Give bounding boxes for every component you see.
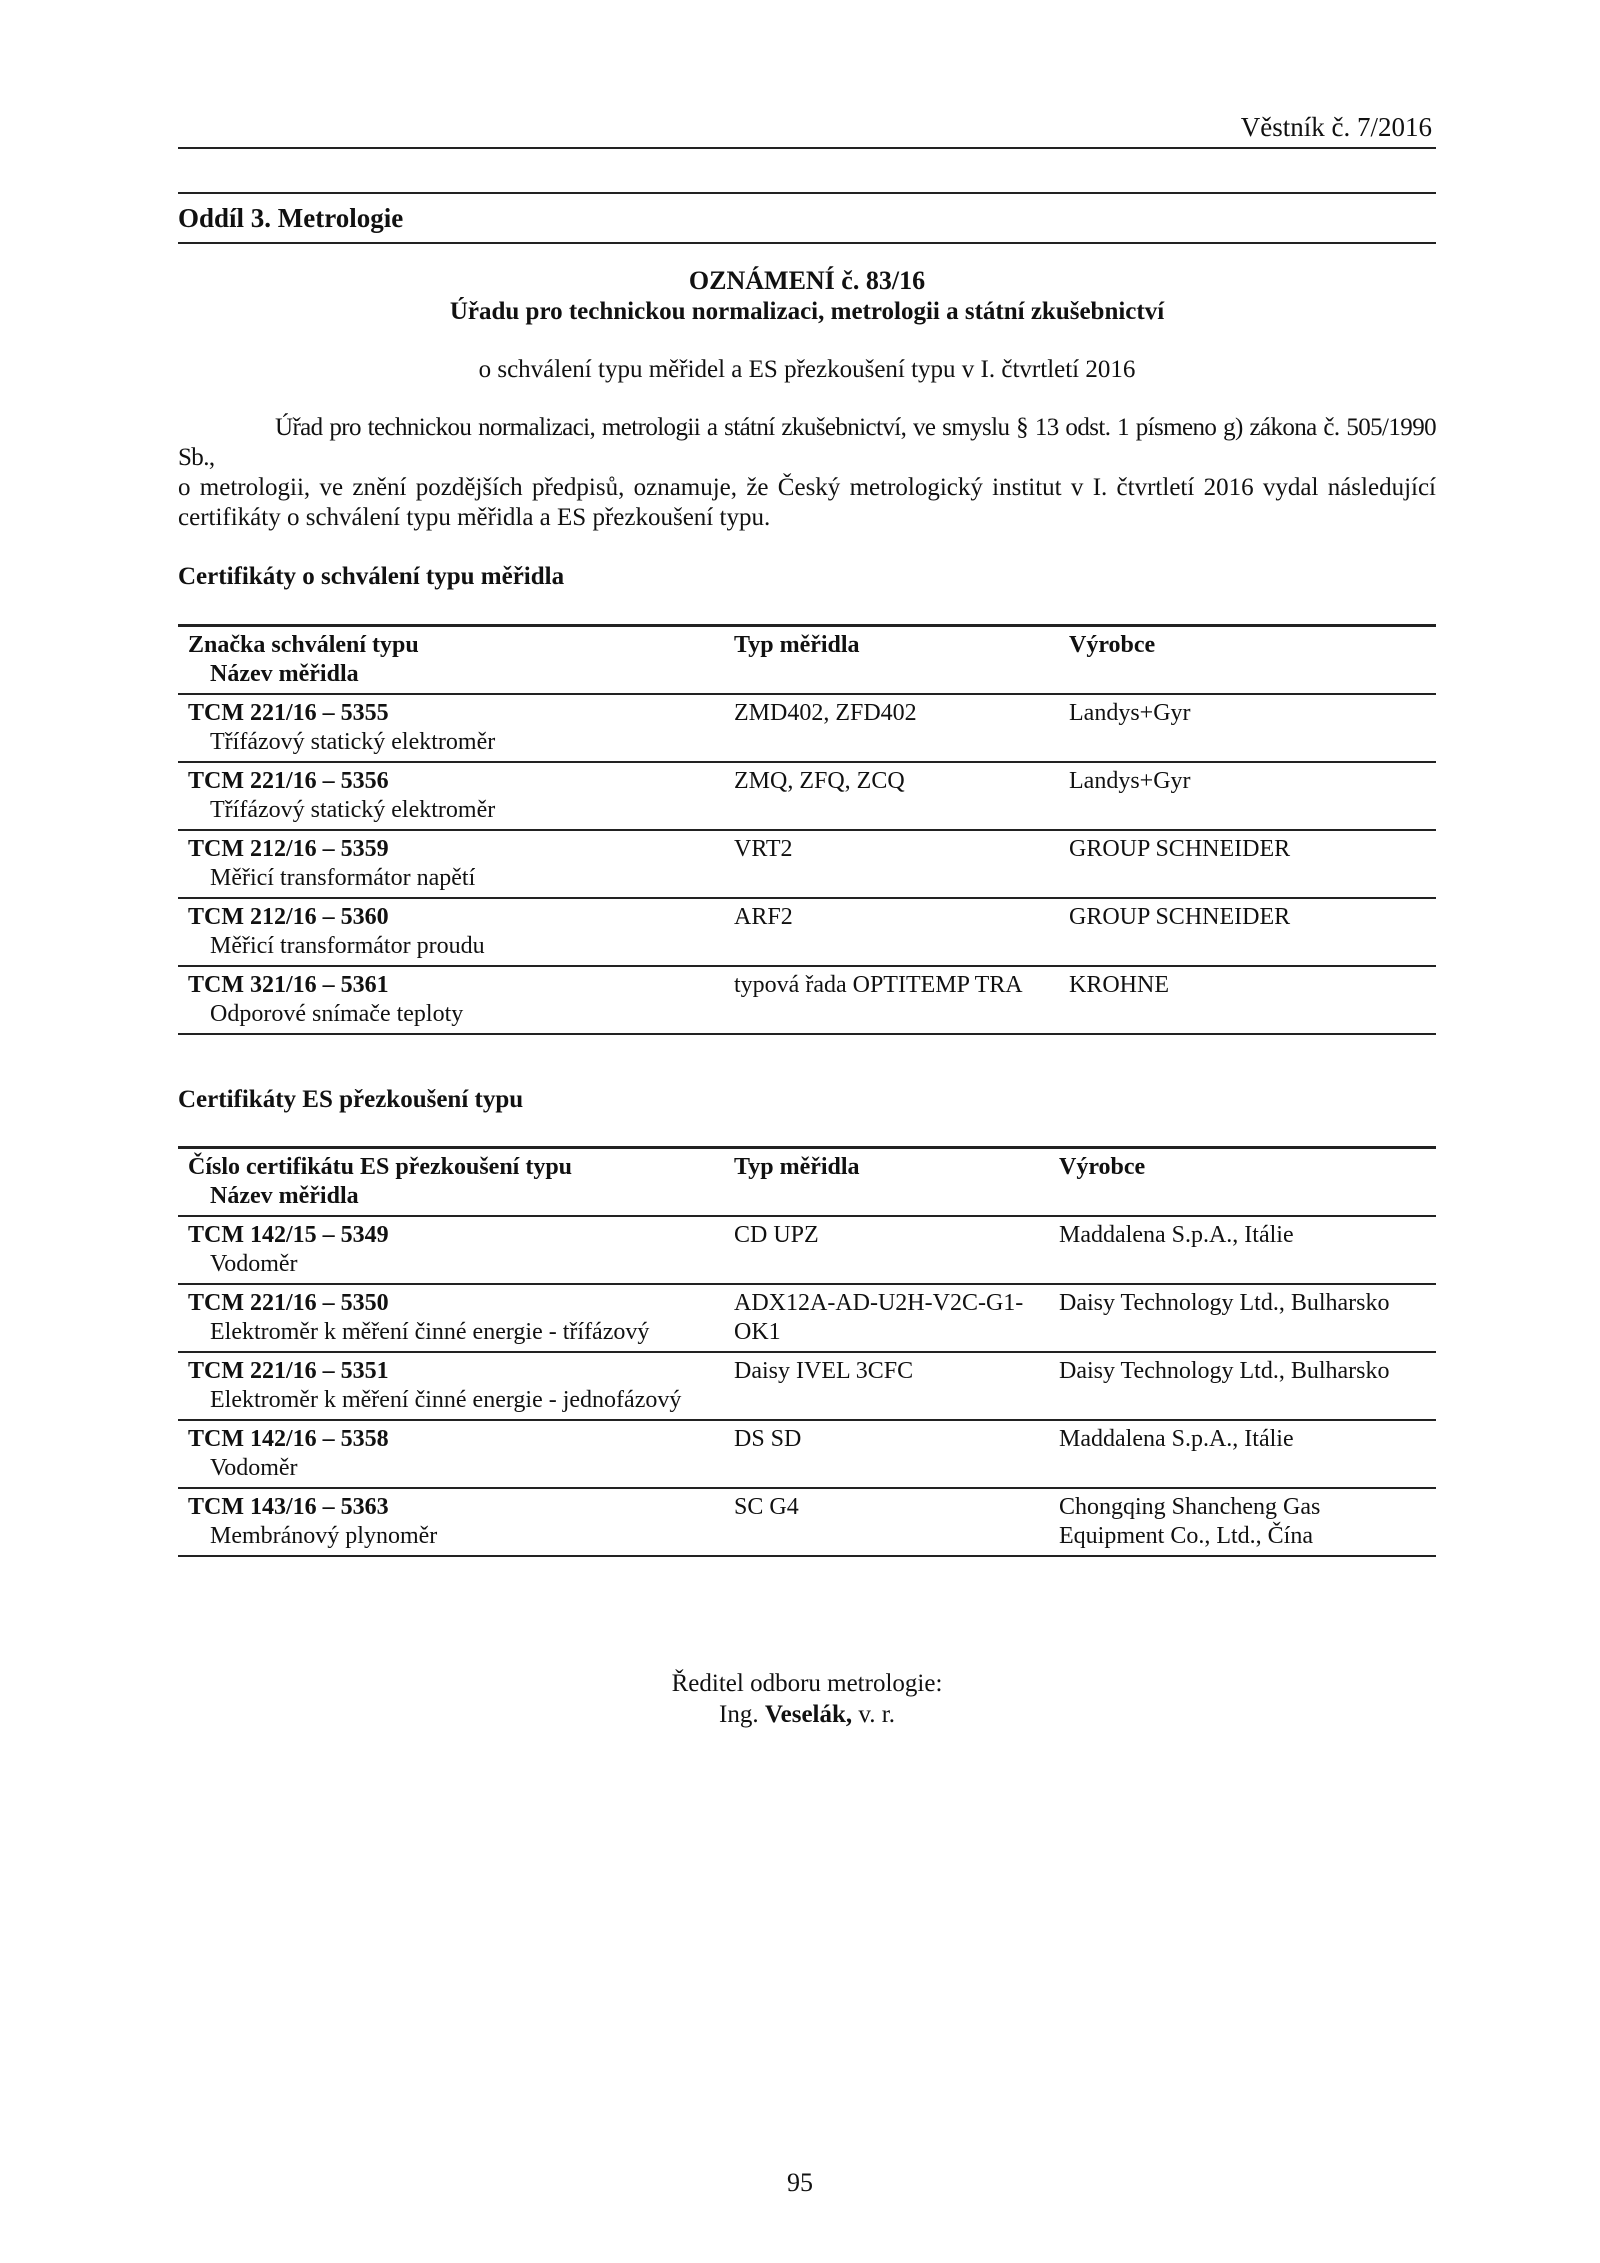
- meter-type: VRT2: [734, 830, 1069, 898]
- table1-heading: Certifikáty o schválení typu měřidla: [178, 563, 565, 590]
- cert-code: TCM 221/16 – 5355: [188, 700, 389, 726]
- meter-type: SC G4: [734, 1488, 1059, 1556]
- cert-code: TCM 143/16 – 5363: [188, 1494, 389, 1520]
- meter-name: Elektroměr k měření činné energie - třífázový: [210, 1319, 650, 1345]
- journal-issue: Věstník č. 7/2016: [1240, 112, 1432, 142]
- table-row: [178, 966, 1436, 1034]
- section-title: Oddíl 3. Metrologie: [178, 203, 404, 233]
- cert-code: TCM 142/16 – 5358: [188, 1426, 389, 1452]
- meter-type: CD UPZ: [734, 1216, 1059, 1284]
- table-row: [178, 762, 1436, 830]
- manufacturer: Daisy Technology Ltd., Bulharsko: [1059, 1284, 1436, 1352]
- meter-name: Třífázový statický elektroměr: [210, 729, 496, 755]
- manufacturer: GROUP SCHNEIDER: [1069, 898, 1436, 966]
- manufacturer: Maddalena S.p.A., Itálie: [1059, 1216, 1436, 1284]
- notice-title: OZNÁMENÍ č. 83/16: [688, 266, 926, 295]
- table2-heading: Certifikáty ES přezkoušení typu: [178, 1086, 524, 1113]
- notice-office: Úřadu pro technickou normalizaci, metrologii a státní zkušebnictví: [449, 298, 1165, 325]
- table-row: [178, 1216, 1436, 1284]
- column-header-code: Číslo certifikátu ES přezkoušení typu: [188, 1154, 573, 1180]
- column-header-type: Typ měřidla: [734, 1148, 1059, 1217]
- intro-line-2: o metrologii, ve znění pozdějších předpisů, oznamuje, že Český metrologický institut v I. čtvrtletí 2016 vydal následující: [178, 474, 1436, 501]
- meter-type: typová řada OPTITEMP TRA: [734, 966, 1069, 1034]
- section-rule-top: [178, 192, 1436, 194]
- meter-type: DS SD: [734, 1420, 1059, 1488]
- header-rule: [178, 147, 1436, 149]
- table-row: [178, 830, 1436, 898]
- column-header-maker: Výrobce: [1059, 1148, 1436, 1217]
- manufacturer: Landys+Gyr: [1069, 694, 1436, 762]
- meter-type: ZMD402, ZFD402: [734, 694, 1069, 762]
- meter-type: ZMQ, ZFQ, ZCQ: [734, 762, 1069, 830]
- meter-name: Měřicí transformátor proudu: [210, 933, 485, 959]
- column-header-type: Typ měřidla: [734, 626, 1069, 695]
- manufacturer: Maddalena S.p.A., Itálie: [1059, 1420, 1436, 1488]
- cert-code: TCM 212/16 – 5360: [188, 904, 389, 930]
- page-number: 95: [787, 2168, 813, 2197]
- table-row: [178, 1352, 1436, 1420]
- intro-paragraph: [178, 413, 1436, 533]
- meter-type: ARF2: [734, 898, 1069, 966]
- signature-suffix: v. r.: [858, 1701, 895, 1728]
- ec-type-table: [178, 1146, 1436, 1557]
- cert-code: TCM 142/15 – 5349: [188, 1222, 389, 1248]
- meter-type: ADX12A-AD-U2H-V2C-G1-OK1: [734, 1284, 1059, 1352]
- table-row: [178, 1420, 1436, 1488]
- signature-block: [178, 1668, 1436, 1730]
- table-header-row: [178, 1148, 1436, 1217]
- table-header-row: [178, 626, 1436, 695]
- meter-name: Vodoměr: [210, 1455, 298, 1481]
- manufacturer: KROHNE: [1069, 966, 1436, 1034]
- cert-code: TCM 321/16 – 5361: [188, 972, 389, 998]
- notice-subject: o schválení typu měřidel a ES přezkoušení typu v I. čtvrtletí 2016: [478, 356, 1136, 383]
- column-header-maker: Výrobce: [1069, 626, 1436, 695]
- meter-name: Odporové snímače teploty: [210, 1001, 464, 1027]
- column-header-name: Název měřidla: [210, 1183, 359, 1209]
- signature-role: Ředitel odboru metrologie:: [671, 1670, 943, 1697]
- cert-code: TCM 221/16 – 5356: [188, 768, 389, 794]
- intro-line-1: Úřad pro technickou normalizaci, metrologii a státní zkušebnictví, ve smyslu § 13 odst. 1 písmeno g) zákona č. 505/1990 Sb.,: [178, 414, 1436, 471]
- manufacturer: Daisy Technology Ltd., Bulharsko: [1059, 1352, 1436, 1420]
- cert-code: TCM 221/16 – 5350: [188, 1290, 389, 1316]
- approval-table: [178, 624, 1436, 1035]
- meter-name: Elektroměr k měření činné energie - jednofázový: [210, 1387, 682, 1413]
- table-row: [178, 694, 1436, 762]
- meter-name: Vodoměr: [210, 1251, 298, 1277]
- column-header-code: Značka schválení typu: [188, 632, 419, 658]
- cert-code: TCM 212/16 – 5359: [188, 836, 389, 862]
- signature-prefix: Ing.: [719, 1701, 759, 1728]
- table-row: [178, 1488, 1436, 1556]
- meter-name: Třífázový statický elektroměr: [210, 797, 496, 823]
- meter-type: Daisy IVEL 3CFC: [734, 1352, 1059, 1420]
- table-row: [178, 1284, 1436, 1352]
- table-row: [178, 898, 1436, 966]
- manufacturer: Chongqing Shancheng Gas Equipment Co., Ltd., Čína: [1059, 1488, 1436, 1556]
- meter-name: Měřicí transformátor napětí: [210, 865, 476, 891]
- cert-code: TCM 221/16 – 5351: [188, 1358, 389, 1384]
- column-header-name: Název měřidla: [210, 661, 359, 687]
- signature-line: [178, 1699, 1436, 1730]
- signature-name: Veselák,: [764, 1701, 853, 1728]
- section-rule-bottom: [178, 242, 1436, 244]
- intro-line-3: certifikáty o schválení typu měřidla a ES přezkoušení typu.: [178, 504, 771, 531]
- manufacturer: Landys+Gyr: [1069, 762, 1436, 830]
- meter-name: Membránový plynoměr: [210, 1523, 438, 1549]
- manufacturer: GROUP SCHNEIDER: [1069, 830, 1436, 898]
